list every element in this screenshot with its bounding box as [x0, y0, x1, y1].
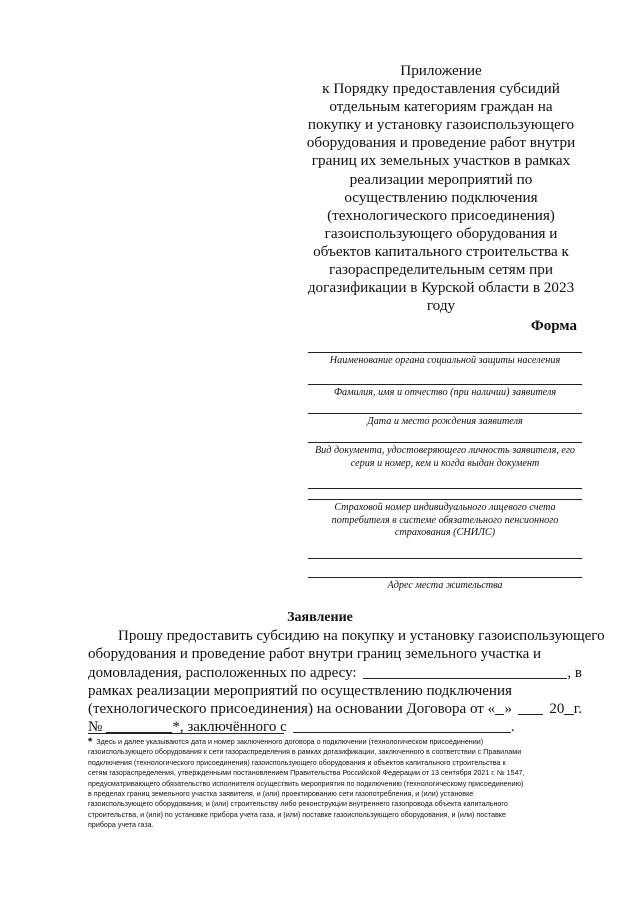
field-caption: Фамилия, имя и отчество (при наличии) заявителя — [333, 387, 557, 398]
fill-line — [308, 488, 582, 489]
statement-line: оборудования и проведение работ внутри границ земельного участка и — [88, 646, 542, 663]
statement-text: домовладения, расположенных по адресу: — [88, 664, 357, 681]
field-caption: Вид документа, удостоверяющего личность заявителя, его серия и номер, кем и когда выдан документ — [314, 445, 576, 469]
footnote-marker: * — [88, 736, 93, 748]
appendix-line: объектов капитального строительства к — [313, 242, 569, 260]
fill-line — [308, 413, 582, 414]
footnote-line: прибора учета газа. — [88, 821, 154, 830]
appendix-line: реализации мероприятий по — [349, 170, 533, 188]
appendix-line: Приложение — [400, 62, 482, 79]
statement-line — [88, 718, 582, 736]
field-address[interactable] — [308, 577, 582, 593]
appendix-line: оборудования и проведение работ внутри — [306, 134, 576, 152]
appendix-line: газораспределительным сетям при — [329, 261, 553, 279]
statement-text: 20 — [549, 701, 565, 718]
fill-line — [308, 442, 582, 443]
footnote — [88, 737, 582, 831]
footnote-line: газоиспользующего оборудования, и (или) строительству либо реконструкции внутреннего газопровода объекта капитального — [88, 800, 508, 809]
statement-title: Заявление — [287, 610, 353, 625]
footnote-line: сетям газораспределения, утвержденными постановлением Правительства Российской Федерации от 13 сентября 2021 г. № 1547, — [88, 769, 525, 778]
field-full-name[interactable] — [308, 384, 582, 400]
fill-line — [308, 499, 582, 500]
appendix-line: отдельным категориям граждан на — [329, 98, 553, 116]
fill-line — [308, 558, 582, 559]
appendix-line: осуществлению подключения — [344, 188, 538, 206]
footnote-line: строительства, и (или) по установке прибора учета газа, и (или) поставке газоиспользующего оборудования, и (или) поставке — [88, 810, 506, 819]
appendix-line: году — [426, 297, 456, 315]
footnote-text: Здесь и далее указываются дата и номер заключенного договора о подключении (технологическом присоединении) — [96, 738, 484, 746]
footnote-line — [88, 737, 582, 747]
field-id-document-extra-line[interactable] — [308, 488, 582, 489]
contract-number-blank[interactable] — [106, 718, 172, 733]
footnote-separator — [88, 733, 284, 734]
appendix-line: (технологического присоединения) — [327, 206, 555, 224]
contractor-blank[interactable] — [293, 718, 511, 733]
fill-line — [308, 384, 582, 385]
field-snils[interactable] — [308, 499, 582, 540]
field-caption: Адрес места жительства — [387, 580, 503, 591]
field-caption: Страховой номер индивидуального лицевого счета потребителя в системе обязательного пенсионного страхования (СНИЛС) — [331, 502, 559, 538]
field-id-document[interactable] — [308, 442, 582, 470]
field-caption: Наименование органа социальной защиты населения — [329, 355, 561, 366]
statement-line — [88, 664, 582, 682]
statement-line — [88, 700, 582, 718]
appendix-line: покупку и установку газоиспользующего — [307, 116, 575, 134]
footnote-line: в пределах границ земельного участка заявителя, и (или) проектированию сети газопотребления, и (или) установке — [88, 790, 474, 799]
form-label: Форма — [530, 318, 577, 334]
field-birth[interactable] — [308, 413, 582, 429]
statement-text: (технологического присоединения) на основании Договора от « — [88, 701, 496, 718]
footnote-line: газоиспользующего оборудования к сети газораспределения в рамках догазификации, заключенного в соответствии с Правилами — [88, 748, 522, 757]
statement-body — [88, 627, 605, 737]
statement-text: № — [88, 719, 103, 736]
contract-month-blank[interactable] — [518, 700, 543, 715]
footnote-line: предусматривающего обязательство исполнителя осуществить мероприятия по подключению (технологическому присоединению) — [88, 779, 524, 788]
contract-day-blank[interactable] — [495, 700, 504, 715]
statement-text: *, заключённого с — [172, 719, 287, 736]
contract-year-blank[interactable] — [564, 700, 573, 715]
appendix-line: к Порядку предоставления субсидий — [322, 80, 560, 98]
statement-line: Прошу предоставить субсидию на покупку и установку газоиспользующего — [118, 628, 605, 644]
statement-text: г. — [573, 701, 582, 718]
appendix-line: границ их земельных участков в рамках — [311, 152, 571, 170]
appendix-header — [300, 62, 582, 315]
appendix-line: догазификации в Курской области в 2023 — [307, 279, 575, 297]
appendix-line: газоиспользующего оборудования и — [324, 224, 558, 242]
statement-text: , в — [567, 664, 582, 681]
statement-text: . — [510, 719, 515, 736]
fill-line — [308, 577, 582, 578]
statement-line: рамках реализации мероприятий по осуществлению подключения — [88, 682, 512, 699]
field-social-protection-body[interactable] — [308, 352, 582, 368]
field-address-line-1[interactable] — [308, 558, 582, 559]
address-blank[interactable] — [363, 664, 568, 679]
statement-text: » — [504, 701, 512, 718]
fill-line — [308, 352, 582, 353]
footnote-line: подключения (технологического присоединения) газоиспользующего оборудования и объектов капитального строительства к — [88, 758, 506, 767]
field-caption: Дата и место рождения заявителя — [367, 416, 523, 427]
